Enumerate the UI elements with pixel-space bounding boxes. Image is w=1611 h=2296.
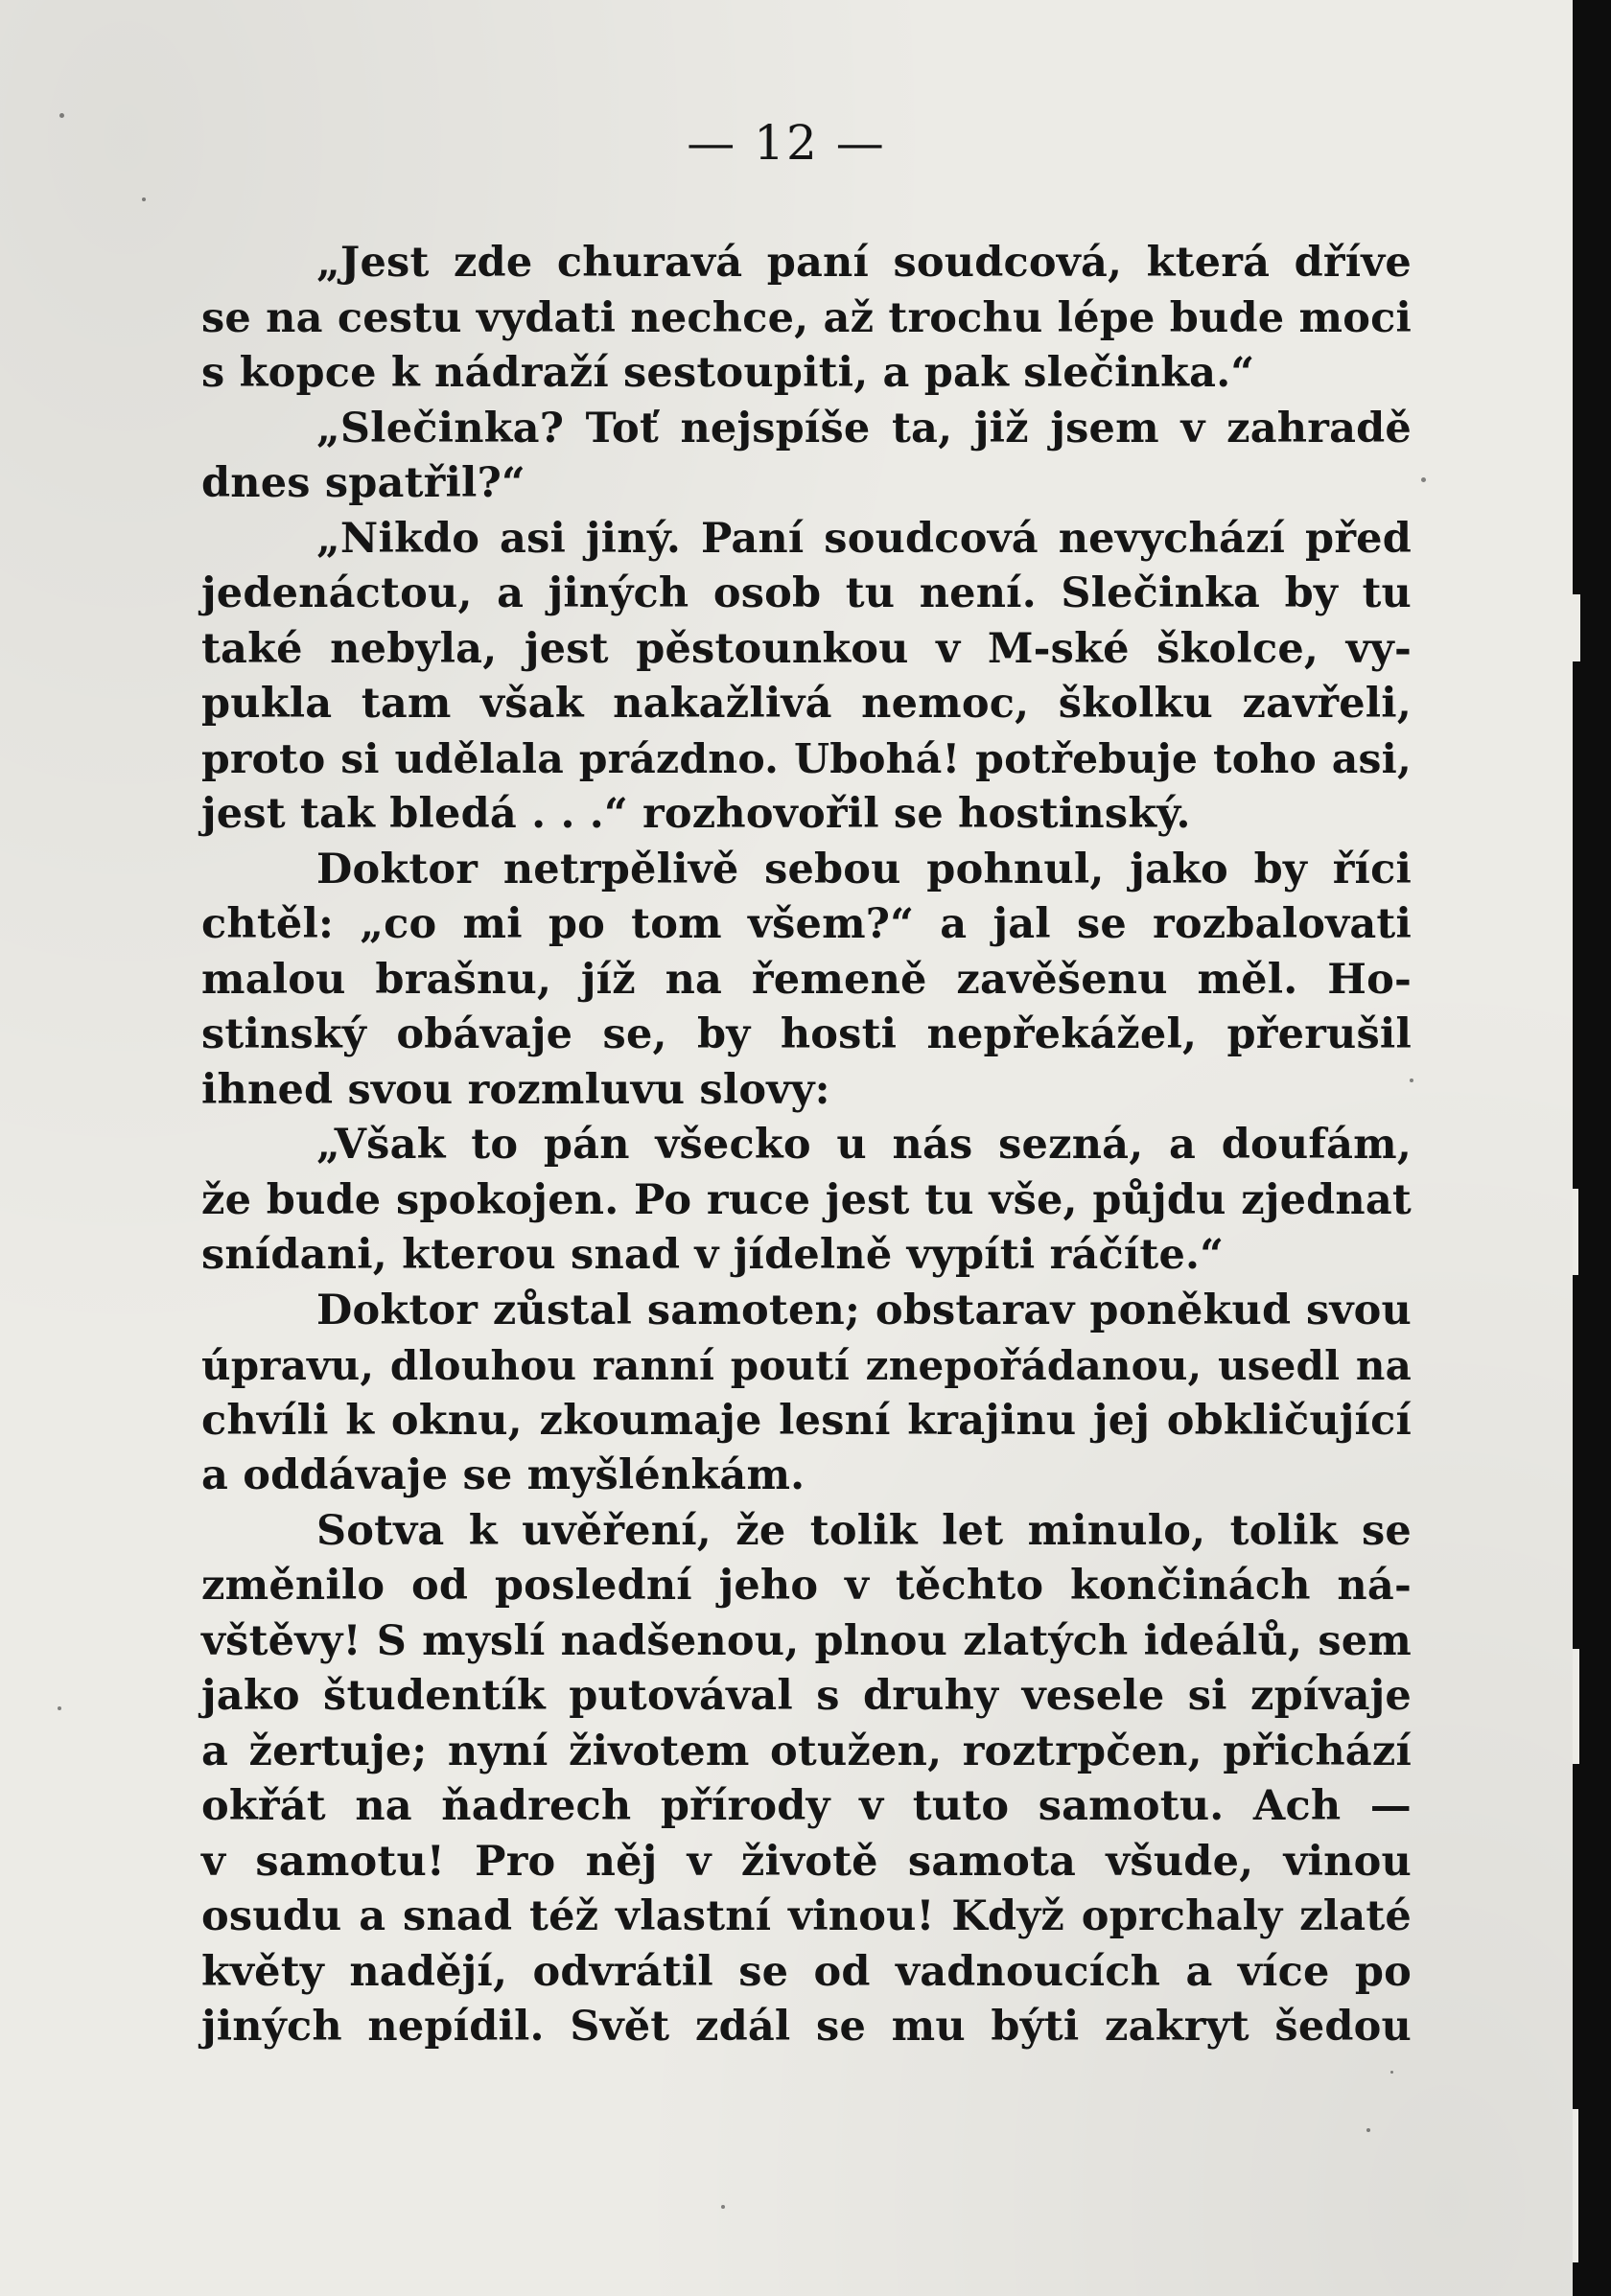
scan-speck [721, 2205, 725, 2209]
scan-speck [1421, 477, 1426, 482]
text-line: jiných nepídil. Svět zdál se mu býti zakryt šedou [201, 2003, 1412, 2051]
text-line: také nebyla, jest pěstounkou v M-ské školce, vy- [201, 624, 1412, 673]
text-line: chvíli k oknu, zkoumaje lesní krajinu jej obkličující [201, 1396, 1412, 1445]
text-line: jedenáctou, a jiných osob tu není. Slečinka by tu [201, 569, 1412, 617]
text-line: Doktor zůstal samoten; obstarav poněkud svou [316, 1286, 1412, 1334]
text-line: stinský obávaje se, by hosti nepřekážel, přerušil [201, 1010, 1412, 1058]
text-line: úpravu, dlouhou ranní poutí znepořádanou, usedl na [201, 1342, 1412, 1389]
text-line: dnes spatřil?“ [201, 459, 525, 507]
text-line: okřát na ňadrech přírody v tuto samotu. Ach — [201, 1782, 1412, 1830]
scan-speck [142, 197, 146, 201]
text-line: malou brašnu, jíž na řemeně zavěšenu měl. Ho- [201, 955, 1412, 1004]
text-line: chtěl: „co mi po tom všem?“ a jal se rozbalovati [201, 900, 1412, 948]
body-text [201, 236, 1412, 2055]
scan-speck [1390, 2071, 1393, 2074]
text-line: osudu a snad též vlastní vinou! Když oprchaly zlaté [201, 1892, 1412, 1940]
text-line: s kopce k nádraží sestoupiti, a pak slečinka.“ [201, 349, 1255, 397]
scan-speck [1410, 1078, 1413, 1082]
text-line: ihned svou rozmluvu slovy: [201, 1065, 830, 1114]
scan-border [1573, 0, 1611, 2296]
scan-speck [58, 1706, 61, 1710]
text-line: v samotu! Pro něj v životě samota všude, vinou [201, 1837, 1412, 1886]
text-line: snídani, kterou snad v jídelně vypíti ráčíte.“ [201, 1231, 1225, 1279]
page-number: — 12 — [687, 115, 886, 171]
text-line: vštěvy! S myslí nadšenou, plnou zlatých ideálů, sem [201, 1616, 1412, 1665]
text-line: proto si udělala prázdno. Ubohá! potřebuje toho asi, [201, 734, 1412, 783]
text-line: „Však to pán všecko u nás sezná, a doufám, [316, 1121, 1412, 1169]
text-line: květy nadějí, odvrátil se od vadnoucích a více po [201, 1947, 1412, 1996]
text-line: „Nikdo asi jiný. Paní soudcová nevychází před [316, 514, 1412, 563]
text-line: změnilo od poslední jeho v těchto končinách ná- [201, 1562, 1412, 1610]
text-line: Doktor netrpělivě sebou pohnul, jako by říci [316, 845, 1412, 893]
text-line: a žertuje; nyní životem otužen, roztrpčen, přichází [201, 1727, 1412, 1775]
scan-speck [59, 113, 64, 118]
text-line: se na cestu vydati nechce, až trochu lépe bude moci [201, 293, 1412, 342]
text-line: a oddávaje se myšlénkám. [201, 1451, 806, 1499]
text-line: „Jest zde churavá paní soudcová, která dříve [316, 239, 1412, 287]
text-line: jest tak bledá . . .“ rozhovořil se hostinský. [201, 790, 1191, 838]
text-line: Sotva k uvěření, že tolik let minulo, tolik se [316, 1506, 1412, 1555]
text-line: pukla tam však nakažlivá nemoc, školku zavřeli, [201, 680, 1412, 728]
text-line: jako študentík putovával s druhy vesele si zpívaje [201, 1672, 1412, 1720]
text-line: že bude spokojen. Po ruce jest tu vše, půjdu zjednat [201, 1175, 1412, 1224]
scan-speck [1366, 2128, 1370, 2132]
text-line: „Slečinka? Toť nejspíše ta, již jsem v zahradě [316, 404, 1412, 452]
